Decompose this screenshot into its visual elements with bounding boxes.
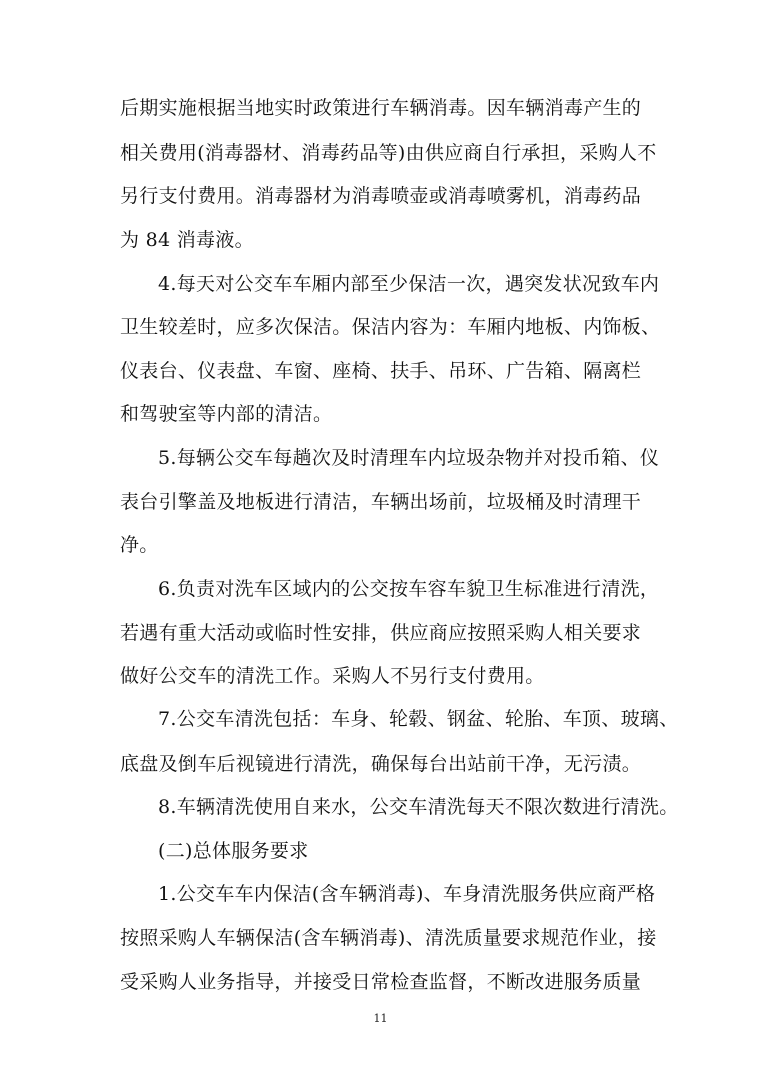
paragraph-line: 卫生较差时，应多次保洁。保洁内容为：车厢内地板、内饰板、 (120, 316, 661, 338)
paragraph-line: 相关费用(消毒器材、消毒药品等)由供应商自行承担，采购人不 (120, 142, 657, 164)
paragraph-line: 5.每辆公交车每趟次及时清理车内垃圾杂物并对投币箱、仪 (158, 447, 660, 469)
paragraph-line: 6.负责对洗车区域内的公交按车容车貌卫生标准进行清洗， (158, 578, 660, 600)
paragraph-line: 另行支付费用。消毒器材为消毒喷壶或消毒喷雾机，消毒药品 (120, 185, 642, 207)
paragraph-line: 为 84 消毒液。 (120, 229, 254, 251)
paragraph-line: 做好公交车的清洗工作。采购人不另行支付费用。 (120, 665, 545, 687)
paragraph-line: 7.公交车清洗包括：车身、轮毂、钢盆、轮胎、车顶、玻璃、 (158, 708, 679, 730)
paragraph-line: 表台引擎盖及地板进行清洁，车辆出场前，垃圾桶及时清理干 (120, 491, 642, 513)
paragraph-line: 8.车辆清洗使用自来水，公交车清洗每天不限次数进行清洗。 (158, 796, 679, 818)
paragraph-line: 仪表台、仪表盘、车窗、座椅、扶手、吊环、广告箱、隔离栏 (120, 360, 642, 382)
paragraph-line: 按照采购人车辆保洁(含车辆消毒)、清洗质量要求规范作业，接 (120, 927, 657, 949)
paragraph-line: 底盘及倒车后视镜进行清洗，确保每台出站前干净，无污渍。 (120, 753, 642, 775)
paragraph-line: 后期实施根据当地实时政策进行车辆消毒。因车辆消毒产生的 (120, 97, 642, 119)
section-heading: (二)总体服务要求 (158, 840, 309, 862)
paragraph-line: 和驾驶室等内部的清洁。 (120, 403, 333, 425)
paragraph-line: 1.公交车车内保洁(含车辆消毒)、车身清洗服务供应商严格 (158, 883, 656, 905)
paragraph-line: 净。 (120, 534, 159, 556)
paragraph-line: 受采购人业务指导，并接受日常检查监督，不断改进服务质量 (120, 971, 642, 993)
paragraph-line: 若遇有重大活动或临时性安排，供应商应按照采购人相关要求 (120, 622, 642, 644)
paragraph-line: 4.每天对公交车车厢内部至少保洁一次，遇突发状况致车内 (158, 273, 660, 295)
page-number: 11 (373, 1012, 388, 1025)
